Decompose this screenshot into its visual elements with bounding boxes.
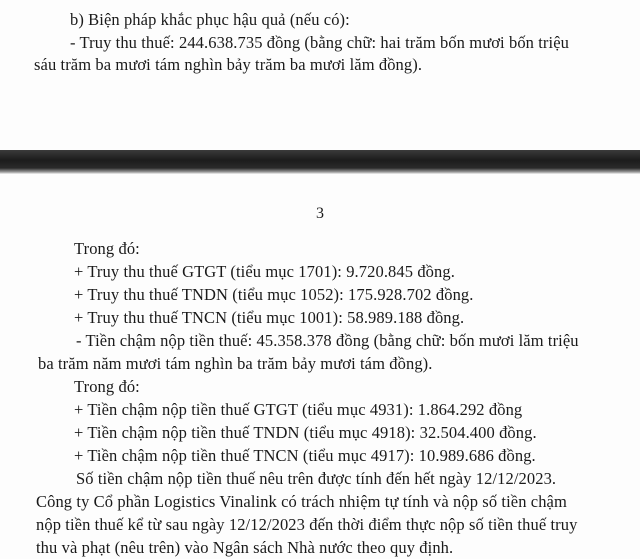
- list-item-late-payment: + Tiền chậm nộp tiền thuế TNDN (tiểu mục 4918): 32.504.400 đồng.: [74, 423, 537, 442]
- paragraph-tax-arrears-line: sáu trăm ba mươi tám nghìn bảy trăm ba mươi lăm đồng).: [34, 55, 423, 74]
- page-number: 3: [316, 205, 324, 222]
- paragraph-statement-line: thu và phạt (nêu trên) vào Ngân sách Nhà nước theo quy định.: [36, 538, 454, 557]
- paragraph-statement-line: nộp tiền thuế kể từ sau ngày 12/12/2023 đến thời điểm thực nộp số tiền thuế truy: [36, 515, 578, 534]
- list-item-tax-arrears: + Truy thu thuế TNCN (tiểu mục 1001): 58.989.188 đồng.: [74, 308, 465, 327]
- document-page-bottom: [0, 174, 640, 559]
- paragraph-statement-line: Công ty Cổ phần Logistics Vinalink có trách nhiệm tự tính và nộp số tiền chậm: [36, 492, 567, 511]
- subheading-breakdown: Trong đó:: [74, 377, 140, 396]
- section-heading-remedial-measures: b) Biện pháp khắc phục hậu quả (nếu có):: [70, 10, 350, 29]
- list-item-tax-arrears: + Truy thu thuế TNDN (tiểu mục 1052): 175.928.702 đồng.: [74, 285, 474, 304]
- list-item-late-payment: + Tiền chậm nộp tiền thuế TNCN (tiểu mục 4917): 10.989.686 đồng.: [74, 446, 536, 465]
- page-break-divider: [0, 150, 640, 174]
- paragraph-tax-arrears-line: - Truy thu thuế: 244.638.735 đồng (bằng chữ: hai trăm bốn mươi bốn triệu: [70, 33, 569, 52]
- document-page-top: [0, 0, 640, 150]
- list-item-late-payment: + Tiền chậm nộp tiền thuế GTGT (tiểu mục 4931): 1.864.292 đồng: [74, 400, 523, 419]
- paragraph-statement-line: Số tiền chậm nộp tiền thuế nêu trên được tính đến hết ngày 12/12/2023.: [76, 469, 557, 488]
- list-item-tax-arrears: + Truy thu thuế GTGT (tiểu mục 1701): 9.720.845 đồng.: [74, 262, 455, 281]
- paragraph-late-payment-line: ba trăm năm mươi tám nghìn ba trăm bảy mươi tám đồng).: [38, 354, 433, 373]
- subheading-breakdown: Trong đó:: [74, 239, 140, 258]
- paragraph-late-payment-line: - Tiền chậm nộp tiền thuế: 45.358.378 đồng (bằng chữ: bốn mươi lăm triệu: [76, 331, 579, 350]
